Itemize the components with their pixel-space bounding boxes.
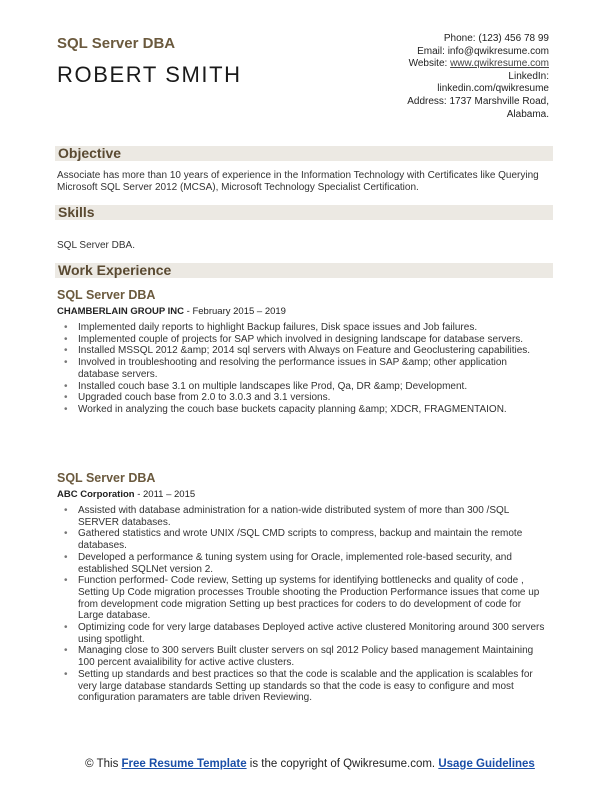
contact-block: [349, 33, 549, 121]
list-item: • Developed a performance & tuning system using for Oracle, implemented role-based security, and established SQLNet version 2.: [57, 552, 549, 575]
free-resume-template-link[interactable]: Free Resume Template: [121, 758, 247, 770]
section-objective: [55, 146, 553, 161]
contact-email: Email: info@qwikresume.com: [417, 45, 549, 57]
resume-job-title: SQL Server DBA: [57, 35, 176, 52]
list-item: • Installed MSSQL 2012 &amp; 2014 sql servers with Always on Feature and Geoclustering capabilities.: [57, 345, 549, 357]
skills-text: SQL Server DBA.: [57, 240, 135, 251]
section-heading: Skills: [58, 204, 95, 220]
section-work-experience: [55, 263, 553, 278]
list-item: • Involved in troubleshooting and resolving the performance issues in SAP &amp; other application database servers.: [57, 357, 549, 380]
list-item: • Optimizing code for very large databases Deployed active active clustered Monitoring around 300 servers using spotlight.: [57, 622, 549, 645]
website-link[interactable]: www.qwikresume.com: [450, 58, 549, 70]
job-bullets: [57, 505, 549, 704]
job-bullets: [57, 322, 549, 416]
job-dates: - 2011 – 2015: [134, 489, 196, 500]
company-name: CHAMBERLAIN GROUP INC: [57, 306, 185, 317]
list-item: • Implemented couple of projects for SAP which involved in designing landscape for database servers.: [57, 334, 549, 346]
job-title: SQL Server DBA: [57, 471, 156, 485]
section-heading: Objective: [58, 145, 122, 161]
list-item: • Implemented daily reports to highlight Backup failures, Disk space issues and Job failures.: [57, 322, 549, 334]
contact-address: Address: 1737 Marshville Road,: [407, 95, 549, 107]
list-item: • Gathered statistics and wrote UNIX /SQL CMD scripts to compress, backup and maintain the remote databases.: [57, 528, 549, 551]
company-name: ABC Corporation: [57, 489, 135, 500]
objective-text: Associate has more than 10 years of experience in the Information Technology with Certificates like Querying Microsoft SQL Server 2012 (MCSA), Microsoft Technology Specialist Certification.: [57, 170, 539, 193]
job-dates: - February 2015 – 2019: [184, 306, 286, 317]
candidate-name: ROBERT SMITH: [57, 62, 242, 87]
job-company-line: [57, 489, 195, 500]
section-heading: Work Experience: [58, 262, 172, 278]
contact-website: Website: www.qwikresume.com: [408, 58, 549, 70]
usage-guidelines-link[interactable]: Usage Guidelines: [438, 758, 535, 770]
list-item: • Setting up standards and best practices so that the code is scalable and the application is scalables for very large database standards Setting up standards so that the code is easy to configure and most configuration paramaters are table driven Reviewing.: [57, 669, 549, 704]
contact-linkedin-label: LinkedIn:: [508, 70, 549, 82]
list-item: • Assisted with database administration for a nation-wide distributed system of more than 300 /SQL SERVER databases.: [57, 505, 549, 528]
job-company-line: [57, 306, 286, 317]
list-item: • Function performed- Code review, Setting up systems for identifying bottlenecks and quality of code , Setting Up Code migration processes Trouble shooting the Production Performance issues that come up from development code migration Setting up best practices for coders to do development of code for Large database.: [57, 575, 549, 622]
section-skills: [55, 205, 553, 220]
list-item: • Worked in analyzing the couch base buckets capacity planning &amp; XDCR, FRAGMENTAION.: [57, 404, 549, 416]
list-item: • Upgraded couch base from 2.0 to 3.0.3 and 3.1 versions.: [57, 392, 549, 404]
contact-phone: Phone: (123) 456 78 99: [443, 33, 549, 44]
list-item: • Installed couch base 3.1 on multiple landscapes like Prod, Qa, DR &amp; Development.: [57, 381, 549, 393]
copyright-footer: © This Free Resume Template is the copyright of Qwikresume.com. Usage Guidelines: [85, 758, 535, 770]
contact-address-line2: Alabama.: [506, 108, 549, 120]
contact-linkedin: linkedin.com/qwikresume: [437, 83, 549, 95]
list-item: • Managing close to 300 servers Built cluster servers on sql 2012 Policy based management Maintaining 100 percent avaialibility for active active clusters.: [57, 645, 549, 668]
job-title: SQL Server DBA: [57, 288, 156, 302]
